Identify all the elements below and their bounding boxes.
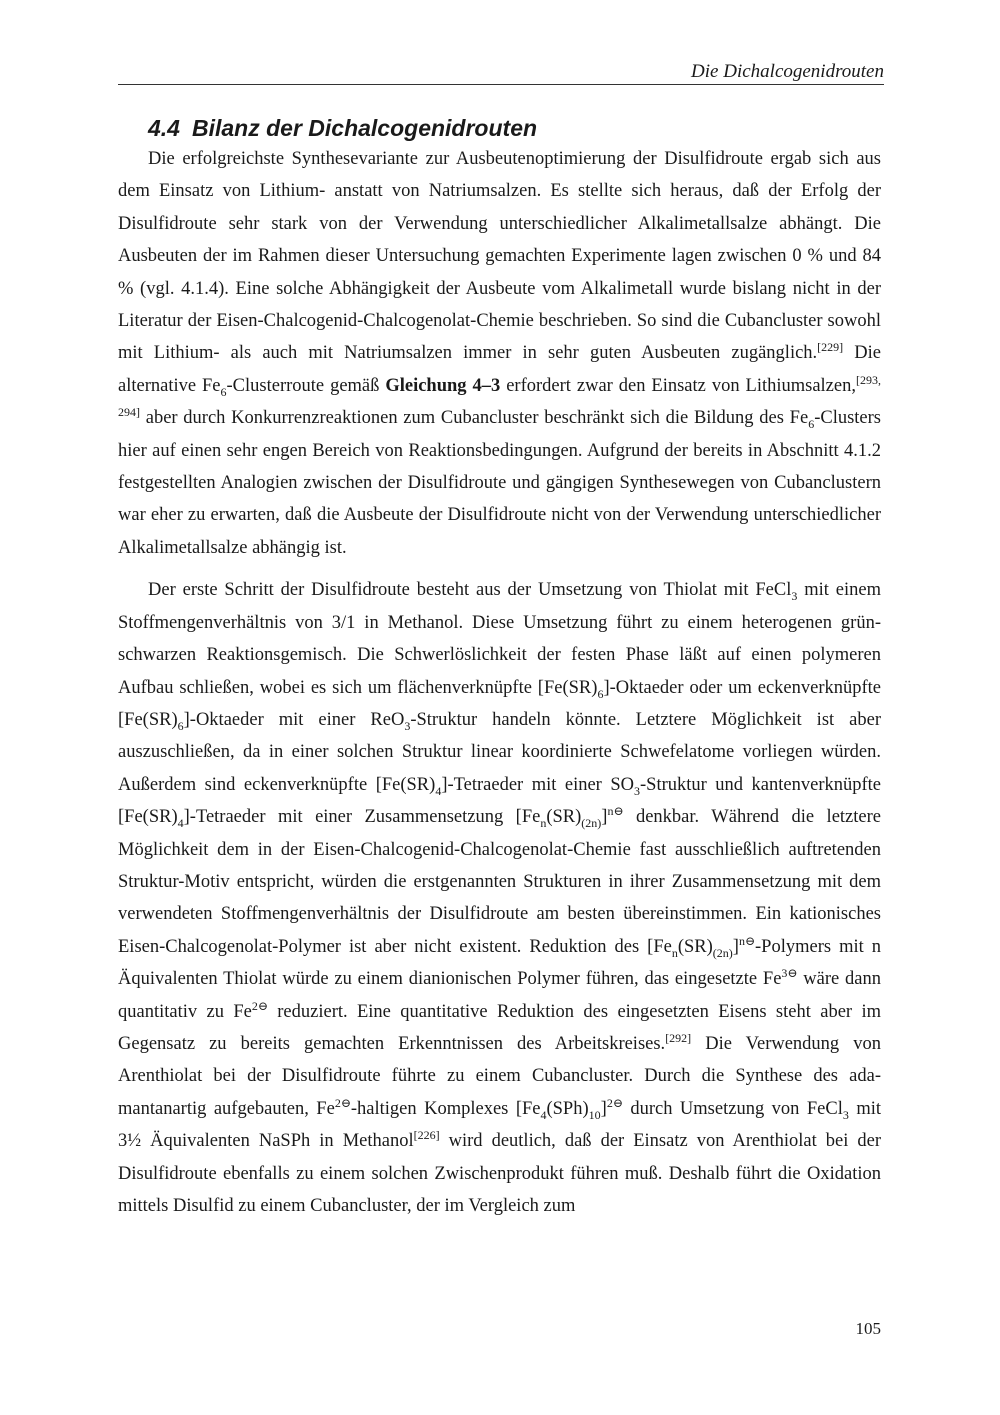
- subscript: 6: [597, 686, 604, 701]
- text-run: ]-Tetraeder mit einer SO: [441, 774, 634, 795]
- text-run: ]-Oktaeder mit einer ReO: [183, 709, 405, 730]
- text-run: (SR): [677, 936, 713, 957]
- text-run: Die alternative Fe: [118, 343, 881, 396]
- text-run: erfordert zwar den Einsatz von Lithiumsalzen,: [500, 375, 856, 396]
- subscript: n: [671, 945, 678, 960]
- text-run: (SR): [546, 807, 582, 828]
- text-run: Die Verwendung von Arenthiolat bei der Disulfidroute führte zu einem Cubancluster. Durch die Synthese des adamantanartig aufgebauten, Fe: [118, 1033, 881, 1119]
- superscript: n⊖: [738, 933, 756, 948]
- paragraph: [118, 143, 881, 564]
- citation-ref: [226]: [413, 1128, 440, 1143]
- text-run: aber durch Konkurrenzreaktionen zum Cubancluster beschränkt sich die Bildung des Fe: [140, 408, 809, 429]
- subscript: 6: [220, 384, 227, 399]
- subscript: 4: [177, 816, 184, 831]
- text-run: Der erste Schritt der Disulfidroute besteht aus der Umsetzung von Thiolat mit FeCl: [148, 580, 792, 601]
- body-text: [118, 143, 881, 1222]
- text-run: -Clusters hier auf einen sehr engen Bereich von Reaktionsbedingungen. Aufgrund der bereits in Abschnitt 4.1.2 festgestellten Analogien zwischen der Disulfidroute und gängigen Synthesewegen von Cubanclustern war eher zu erwarten, daß die Ausbeute der Disulfidroute nicht von der Verwendung unterschiedlicher Alkalimetallsalze abhängig ist.: [118, 408, 881, 558]
- subscript: 10: [588, 1107, 601, 1122]
- text-run: (SPh): [546, 1098, 589, 1119]
- text-run: -Struktur handeln könnte. Letztere Möglichkeit ist aber auszuschließen, da in einer solchen Struktur linear koordinierte Schwefelatome vorliegen würden. Außerdem sind eckenverknüpfte [Fe(SR): [118, 709, 882, 795]
- text-run: denkbar. Während die letztere Möglichkeit dem in der Eisen-Chalcogenid-Chalcogenolat-Chemie fast ausschließlich auftretenden Struktur-Motiv entspricht, würden die erstgenannten Strukturen in ihrer Zusammensetzung mit dem verwendeten Stoffmengenverhältnis der Disulfidroute am besten übereinstimmen. Ein kationisches Eisen-Chalcogenolat-Polymer ist aber nicht existent. Reduktion des [Fe: [118, 807, 881, 957]
- text-run: -haltigen Komplexes [Fe: [350, 1098, 541, 1119]
- equation-ref: Gleichung 4–3: [385, 375, 501, 396]
- text-run: mit 3½ Äquivalenten NaSPh in Methanol: [118, 1098, 881, 1152]
- section-number: 4.4: [148, 115, 180, 141]
- superscript: 2⊖: [334, 1095, 351, 1110]
- subscript: n: [540, 816, 547, 831]
- text-run: mit einem Stoffmengenverhältnis von 3/1 in Methanol. Diese Umsetzung führt zu einem heterogenen grün-schwarzen Reaktionsgemisch. Die Schwerlöslichkeit der festen Phase läßt auf einen polymeren Aufbau schließen, wobei es sich um flächenverknüpfte [Fe(SR): [118, 580, 882, 698]
- subscript: 6: [808, 417, 815, 432]
- superscript: n⊖: [607, 804, 624, 819]
- page-number: 105: [855, 1319, 881, 1338]
- text-run: ]: [600, 1098, 607, 1119]
- citation-ref: [293, 294]: [118, 372, 881, 420]
- superscript: 2⊖: [251, 998, 268, 1013]
- subscript: 4: [540, 1107, 547, 1122]
- section-title: Bilanz der Dichalcogenidrouten: [191, 115, 538, 141]
- running-header: Die Dichalcogenidrouten: [691, 61, 884, 82]
- header-rule: [118, 84, 884, 85]
- subscript: 3: [791, 589, 798, 604]
- text-run: -Clusterroute gemäß: [226, 375, 386, 396]
- superscript: 3⊖: [781, 966, 798, 981]
- section-heading: [148, 113, 537, 143]
- subscript: 3: [842, 1107, 849, 1122]
- text-run: durch Umsetzung von FeCl: [622, 1098, 843, 1119]
- text-run: -Polymers mit n Äquivalenten Thiolat würde zu einem dianionischen Polymer führen, das eingesetzte Fe: [118, 936, 881, 990]
- text-run: reduziert. Eine quantitative Reduktion des eingesetzten Eisens steht aber im Gegensatz zu bereits gemachten Erkenntnissen des Arbeitskreises.: [118, 1001, 881, 1054]
- superscript: 2⊖: [606, 1095, 623, 1110]
- subscript: (2n): [712, 945, 733, 960]
- paragraph: [118, 574, 881, 1222]
- text-run: -Struktur und kantenverknüpfte [Fe(SR): [118, 774, 881, 828]
- citation-ref: [292]: [665, 1030, 692, 1045]
- text-run: ]-Oktaeder oder um eckenverknüpfte [Fe(SR): [118, 677, 881, 730]
- subscript: 3: [634, 783, 640, 798]
- subscript: 6: [177, 718, 184, 733]
- text-run: wäre dann quantitativ zu Fe: [118, 969, 882, 1022]
- text-run: ]: [601, 807, 608, 828]
- text-run: wird deutlich, daß der Einsatz von Arenthiolat bei der Disulfidroute ebenfalls zu einem solchen Zwischenprodukt führen muß. Deshalb führt die Oxidation mittels Disulfid zu einem Cubancluster, der im Vergleich zum: [118, 1131, 881, 1216]
- subscript: (2n): [581, 816, 602, 831]
- text-run: ]: [732, 936, 739, 957]
- subscript: 4: [435, 783, 442, 798]
- text-run: Die erfolgreichste Synthesevariante zur Ausbeutenoptimierung der Disulfidroute ergab sich aus dem Einsatz von Lithium- anstatt von Natriumsalzen. Es stellte sich heraus, daß der Erfolg der Disulfidroute sehr stark von der Verwendung unterschiedlicher Alkalimetallsalze abhängt. Die Ausbeuten der im Rahmen dieser Untersuchung gemachten Experimente lagen zwischen 0 % und 84 % (vgl. 4.1.4). Eine solche Abhängigkeit der Ausbeute vom Alkalimetall wurde bislang nicht in der Literatur der Eisen-Chalcogenid-Chalcogenolat-Chemie beschrieben. So sind die Cubancluster sowohl mit Lithium- als auch mit Natriumsalzen immer in sehr guten Ausbeuten zugänglich.: [118, 149, 881, 364]
- citation-ref: [229]: [817, 340, 844, 355]
- subscript: 3: [404, 718, 411, 733]
- text-run: ]-Tetraeder mit einer Zusammensetzung [Fe: [183, 807, 541, 828]
